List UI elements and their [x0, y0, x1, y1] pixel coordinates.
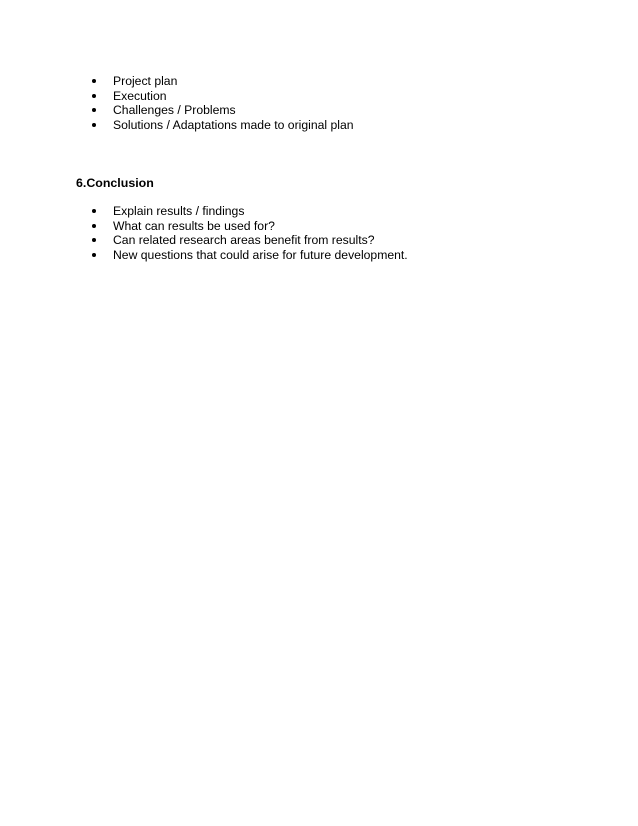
bullet-icon — [92, 79, 96, 83]
bullet-icon — [92, 209, 96, 213]
bullet-icon — [92, 94, 96, 98]
bullet-icon — [92, 238, 96, 242]
bullet-icon — [92, 123, 96, 127]
list-item-text: Solutions / Adaptations made to original plan — [113, 117, 354, 132]
list-item-text: Project plan — [113, 74, 178, 88]
bullet-icon — [92, 108, 96, 112]
bullet-icon — [92, 224, 96, 228]
list-item-text: Can related research areas benefit from results? — [113, 233, 375, 247]
list-item-text: Explain results / findings — [113, 204, 245, 218]
section-heading: 6.Conclusion — [76, 176, 154, 190]
list-item-text: Execution — [113, 88, 167, 103]
list-item-text: What can results be used for? — [113, 218, 275, 233]
bullet-icon — [92, 253, 96, 257]
list-item-text: Challenges / Problems — [113, 103, 236, 117]
list-item-text: New questions that could arise for future development. — [113, 247, 408, 262]
